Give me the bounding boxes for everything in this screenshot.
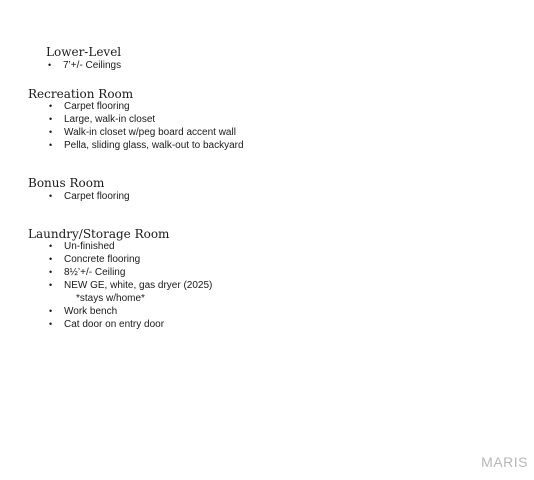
list-item-text: Concrete flooring [64, 254, 141, 265]
dryer-note: *stays w/home* [76, 293, 145, 304]
list-item [49, 190, 130, 203]
bullet-icon: • [49, 127, 53, 137]
section-title-recreation-room: Recreation Room [28, 87, 134, 101]
list-item-text: Large, walk-in closet [64, 114, 156, 125]
bullet-icon: • [49, 280, 53, 290]
list-item-text: Walk-in closet w/peg board accent wall [64, 127, 236, 138]
list-item-text: Cat door on entry door [64, 319, 165, 330]
bullet-icon: • [49, 267, 53, 277]
list-item [49, 266, 212, 279]
maris-watermark: MARIS [481, 454, 528, 470]
bonus-room-list [49, 190, 130, 203]
section-title-laundry-storage-room: Laundry/Storage Room [28, 227, 170, 241]
bullet-icon: • [49, 114, 53, 124]
list-item [48, 59, 121, 72]
section-title-bonus-room: Bonus Room [28, 176, 105, 190]
list-item-text: Carpet flooring [64, 101, 130, 112]
list-item-text: Carpet flooring [64, 191, 130, 202]
list-item [49, 100, 244, 113]
bullet-icon: • [49, 319, 53, 329]
bullet-icon: • [49, 241, 53, 251]
list-item [49, 126, 244, 139]
bullet-icon: • [49, 140, 53, 150]
list-item-text: Pella, sliding glass, walk-out to backyard [64, 140, 244, 151]
list-item [49, 253, 212, 266]
laundry-storage-list [49, 240, 212, 331]
recreation-room-list [49, 100, 244, 152]
bullet-icon: • [49, 254, 53, 264]
list-item [49, 305, 212, 318]
bullet-icon: • [49, 306, 53, 316]
section-title-lower-level: Lower-Level [46, 45, 122, 59]
list-item [49, 139, 244, 152]
list-item-text: 8½’+/- Ceiling [64, 267, 126, 278]
bullet-icon: • [49, 191, 53, 201]
list-item [49, 240, 212, 253]
list-item-text: Work bench [64, 306, 118, 317]
list-item [49, 279, 212, 305]
list-item [49, 318, 212, 331]
lower-level-list [48, 59, 121, 72]
bullet-icon: • [48, 60, 52, 70]
list-item [49, 113, 244, 126]
list-item-text: 7’+/- Ceilings [63, 60, 122, 71]
list-item-text: NEW GE, white, gas dryer (2025) [64, 280, 213, 291]
list-item-text: Un-finished [64, 241, 115, 252]
bullet-icon: • [49, 101, 53, 111]
